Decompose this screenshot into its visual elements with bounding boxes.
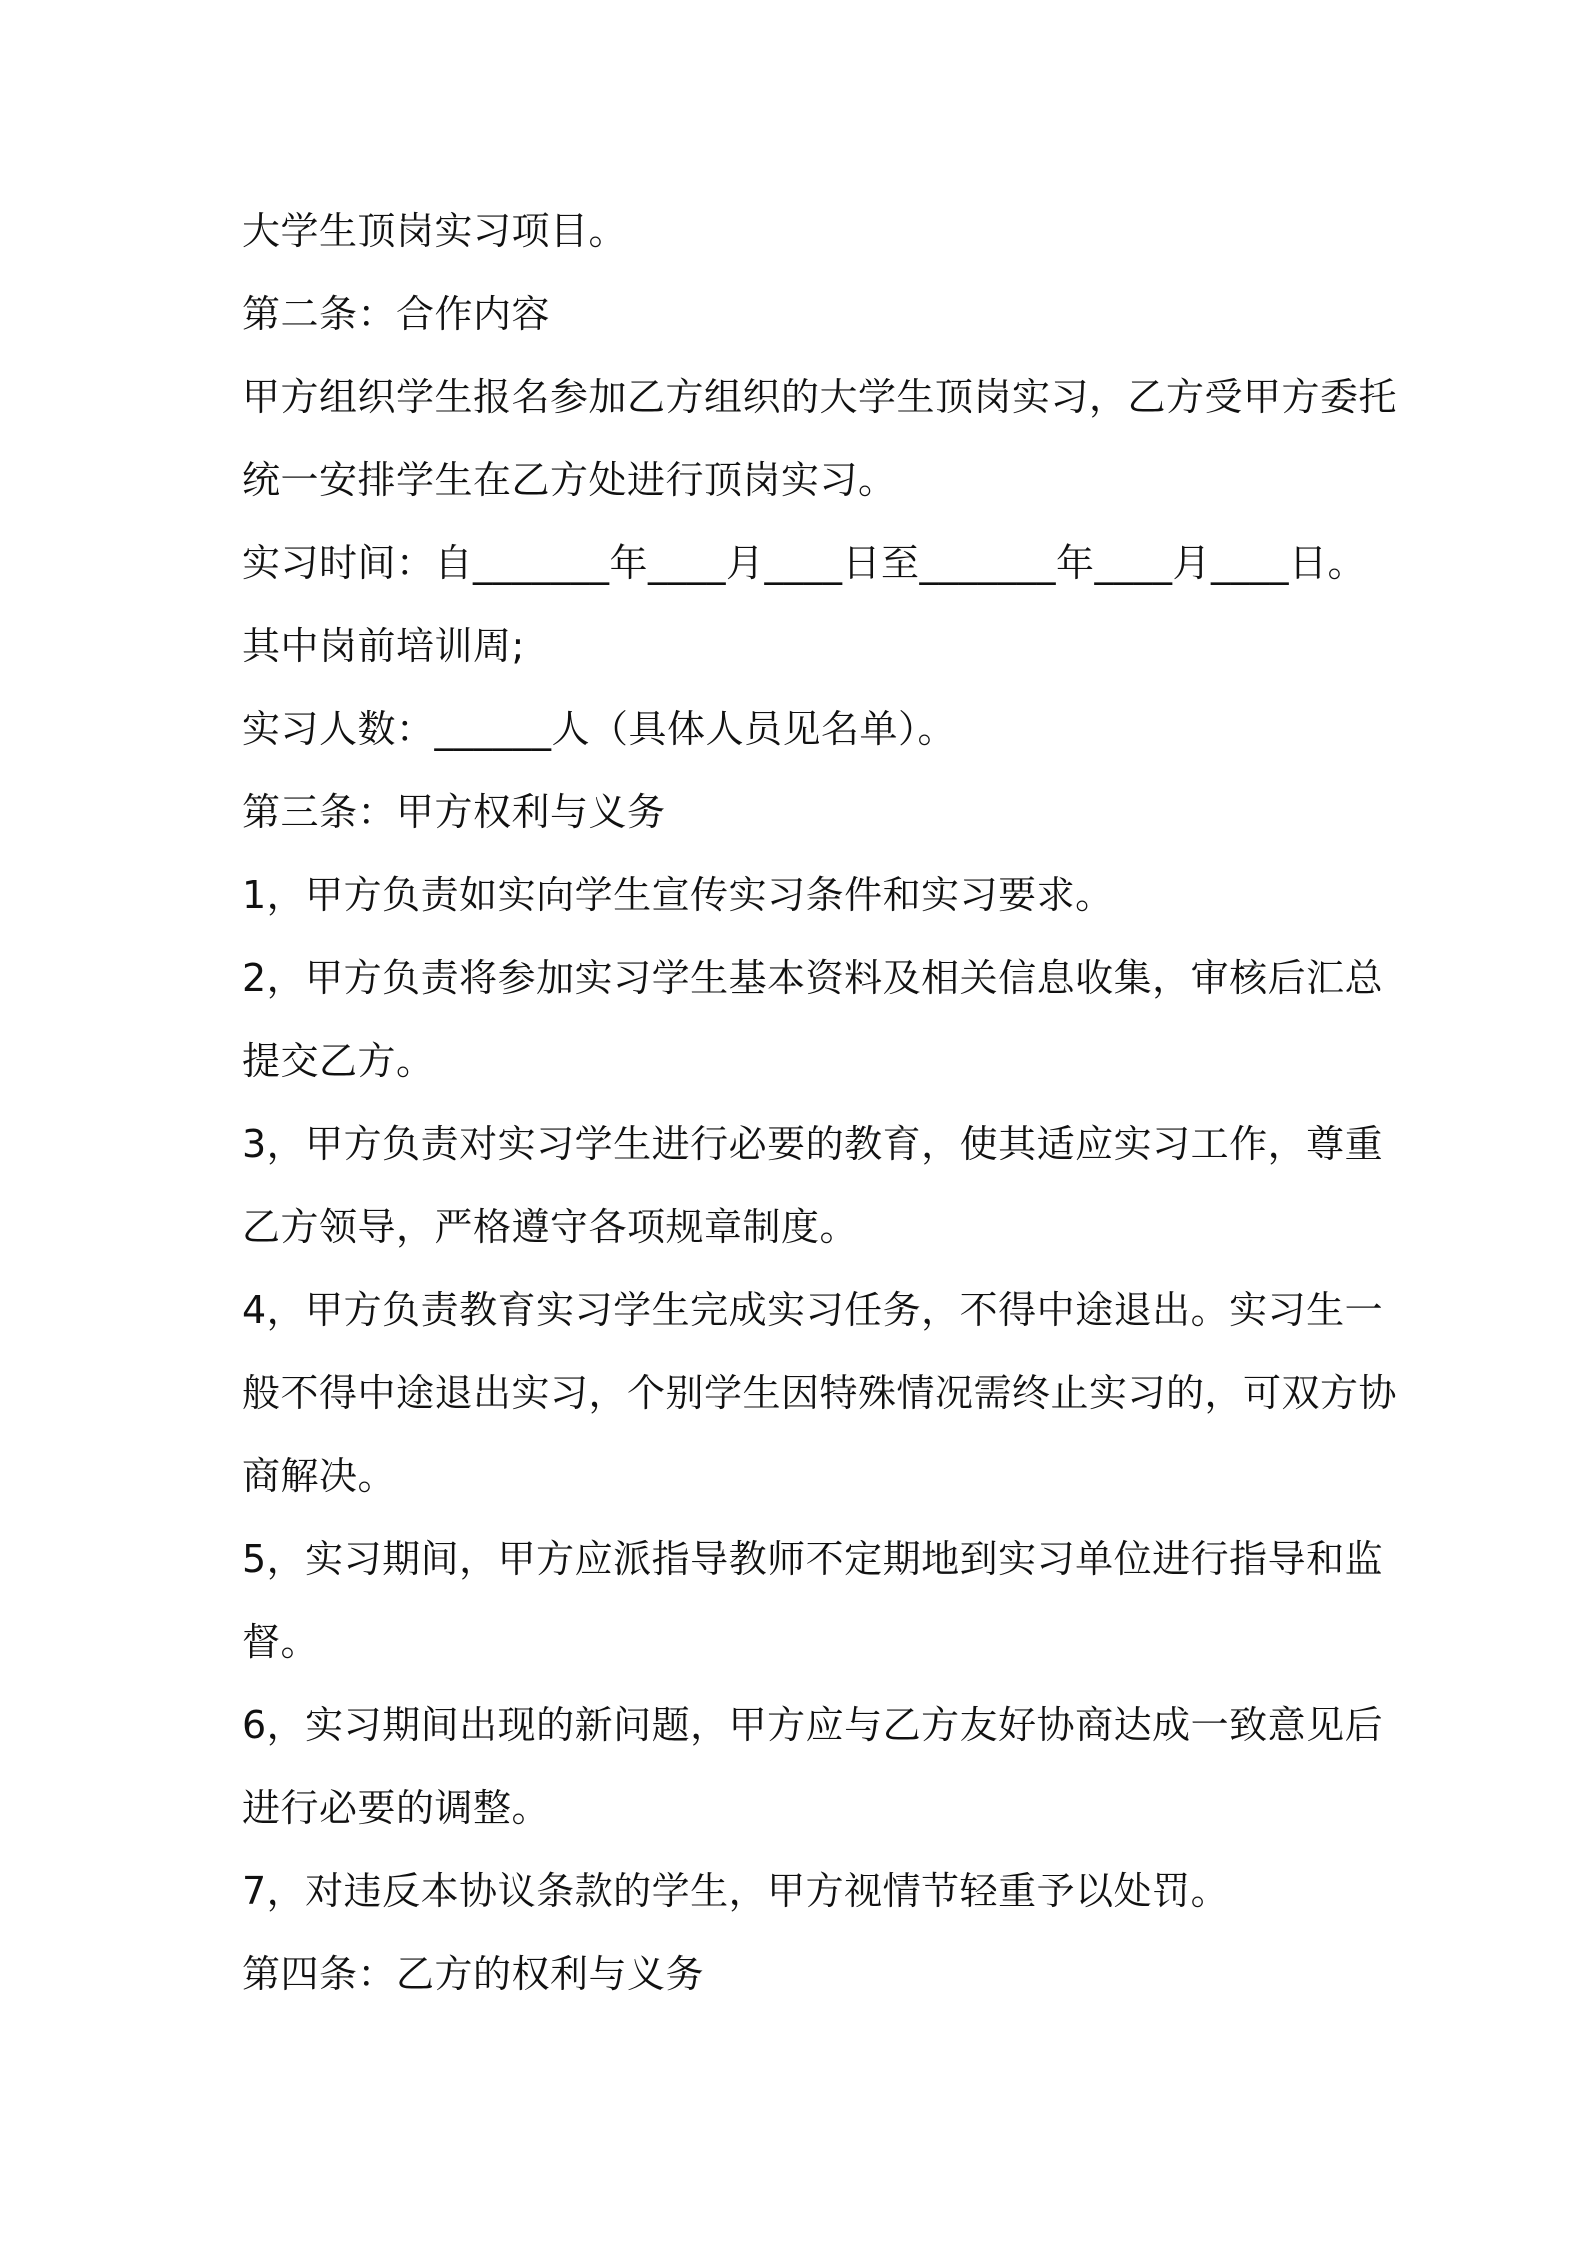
text-line-item-6a: 6，实习期间出现的新问题，甲方应与乙方友好协商达成一致意见后 — [242, 1703, 1384, 1747]
text-line-item-6b: 进行必要的调整。 — [242, 1786, 551, 1830]
text-line-intern-count: 实习人数：______人（具体人员见名单）。 — [242, 707, 957, 751]
text-line-cooperation-1: 甲方组织学生报名参加乙方组织的大学生顶岗实习，乙方受甲方委托 — [242, 375, 1398, 419]
text-line-item-3a: 3，甲方负责对实习学生进行必要的教育，使其适应实习工作，尊重 — [242, 1122, 1384, 1166]
document-body — [242, 202, 1398, 2028]
text-line-item-2b: 提交乙方。 — [242, 1039, 435, 1083]
text-line-item-7: 7，对违反本协议条款的学生，甲方视情节轻重予以处罚。 — [242, 1869, 1230, 1913]
text-line-item-4b: 般不得中途退出实习，个别学生因特殊情况需终止实习的，可双方协 — [242, 1371, 1398, 1415]
article-4-heading: 第四条：乙方的权利与义务 — [242, 1952, 705, 1996]
text-line-project-end: 大学生顶岗实习项目。 — [242, 209, 628, 253]
article-3-heading: 第三条：甲方权利与义务 — [242, 790, 666, 834]
text-line-item-5b: 督。 — [242, 1620, 320, 1664]
text-line-cooperation-2: 统一安排学生在乙方处进行顶岗实习。 — [242, 458, 897, 502]
text-line-item-5a: 5，实习期间，甲方应派指导教师不定期地到实习单位进行指导和监 — [242, 1537, 1384, 1581]
text-line-internship-period: 实习时间：自_______年____月____日至_______年____月____日。 — [242, 541, 1367, 585]
text-line-item-1: 1，甲方负责如实向学生宣传实习条件和实习要求。 — [242, 873, 1114, 917]
text-line-item-4c: 商解决。 — [242, 1454, 397, 1498]
article-2-heading: 第二条：合作内容 — [242, 292, 551, 336]
text-line-item-4a: 4，甲方负责教育实习学生完成实习任务，不得中途退出。实习生一 — [242, 1288, 1384, 1332]
text-line-item-2a: 2，甲方负责将参加实习学生基本资料及相关信息收集，审核后汇总 — [242, 956, 1384, 1000]
text-line-item-3b: 乙方领导，严格遵守各项规章制度。 — [242, 1205, 859, 1249]
text-line-training-week: 其中岗前培训周; — [242, 624, 525, 668]
